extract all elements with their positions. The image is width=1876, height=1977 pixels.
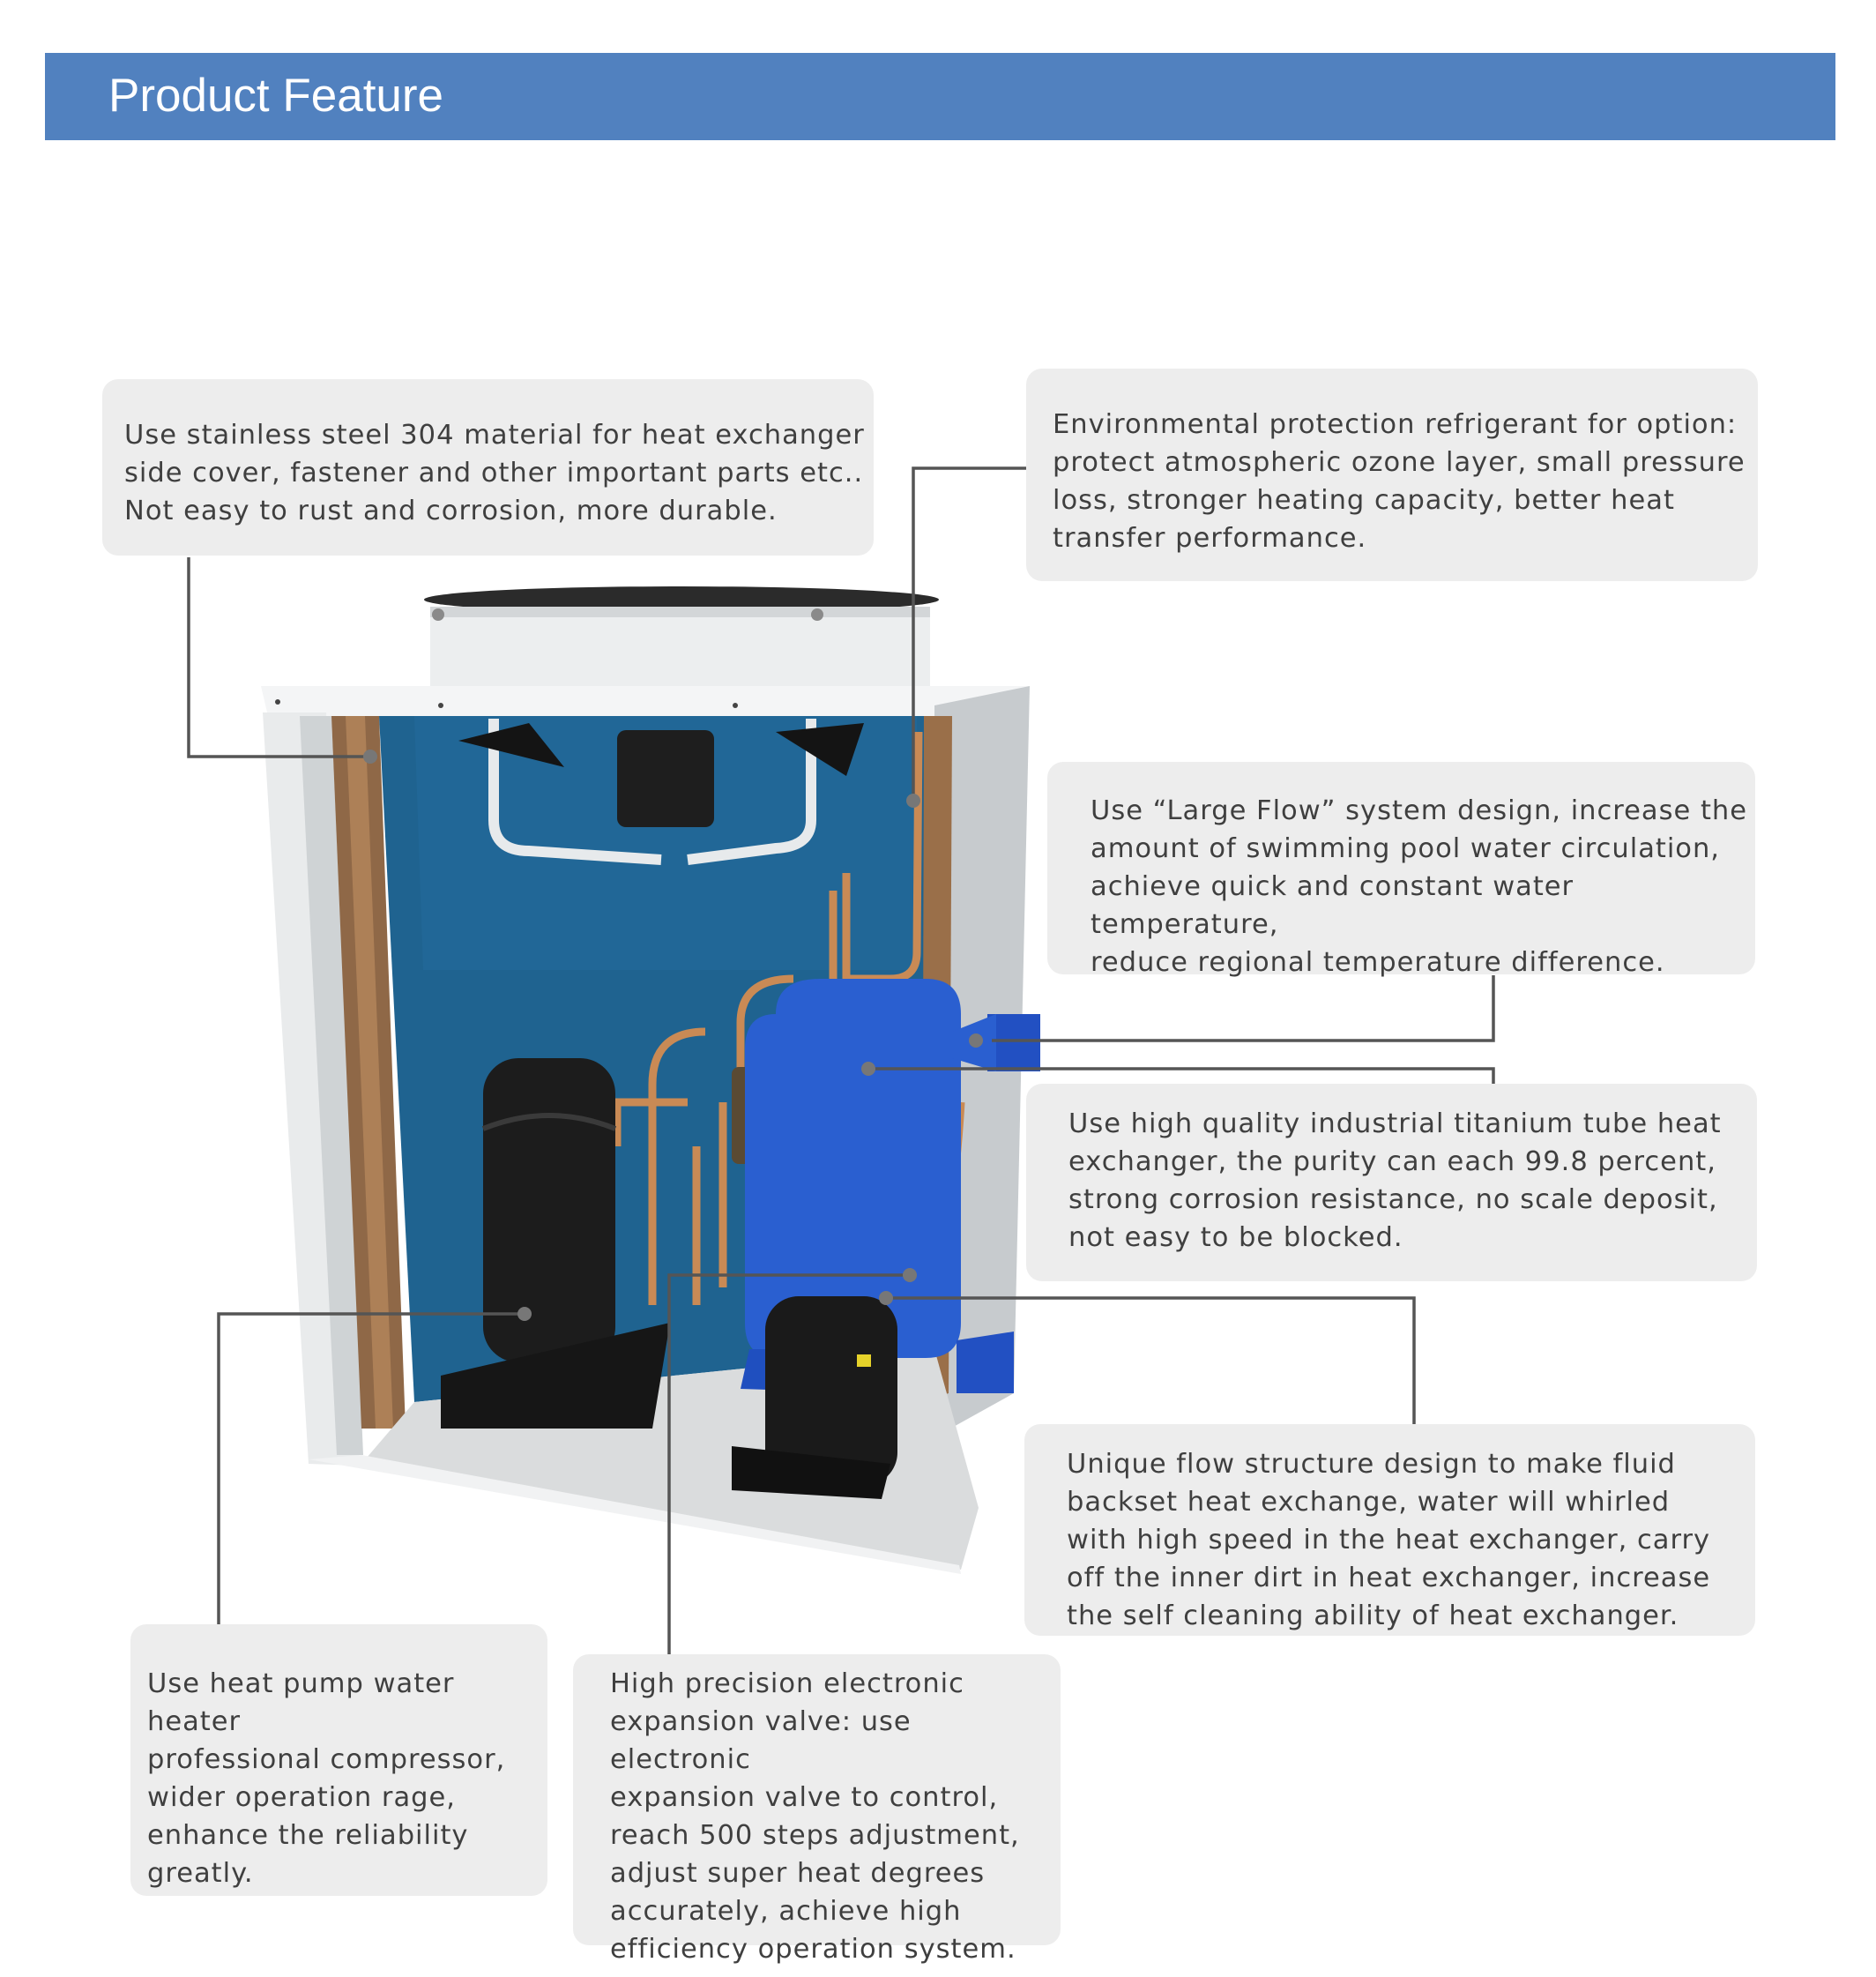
callout-titanium — [1026, 1084, 1757, 1281]
callout-large-flow — [1047, 762, 1755, 978]
leader-dot — [906, 794, 920, 808]
leader-dot — [861, 1062, 875, 1076]
leader-dot — [517, 1307, 532, 1321]
callout-text: Unique flow structure design to make fluid backset heat exchange, water will whirled with high speed in the heat exchanger, carry off the inner dirt in heat exchanger, increase the self cleaning ability of heat exchanger. — [1067, 1449, 1711, 1631]
leader-line-stainless — [189, 557, 370, 757]
leader-line-compressor — [219, 1314, 525, 1624]
leader-line-flow-structure — [886, 1298, 1414, 1424]
callout-text: Environmental protection refrigerant for option: protect atmospheric ozone layer, small pressure loss, stronger heating capacity, better heat transfer performance. — [1053, 409, 1746, 554]
callout-text: Use “Large Flow” system design, increase the amount of swimming pool water circulation, achieve quick and constant water temperature, reduce regional temperature difference. — [1091, 795, 1747, 978]
callout-text: Use heat pump water heater professional compressor, wider operation rage, enhance the reliability greatly. — [147, 1668, 506, 1889]
callout-flow-structure — [1024, 1424, 1755, 1636]
callout-compressor — [130, 1624, 547, 1896]
leader-line-refrigerant — [913, 468, 1026, 801]
leader-dot — [969, 1033, 983, 1048]
leader-line-titanium — [868, 1069, 1493, 1084]
leader-line-large-flow — [992, 975, 1493, 1041]
callout-refrigerant — [1026, 369, 1758, 581]
leader-line-expansion-valve — [669, 1275, 910, 1654]
callout-text: High precision electronic expansion valve: use electronic expansion valve to control, reach 500 steps adjustment, adjust super heat degrees accurately, achieve high efficiency operation system. — [610, 1668, 1020, 1965]
callout-text: Use high quality industrial titanium tube heat exchanger, the purity can each 99.8 percent, strong corrosion resistance, no scale deposit, not easy to be blocked. — [1068, 1108, 1722, 1253]
callout-expansion-valve — [573, 1654, 1061, 1965]
page-title: Product Feature — [108, 70, 444, 122]
leader-dot — [363, 750, 377, 764]
leader-dot — [903, 1268, 917, 1282]
callout-stainless-steel — [102, 379, 874, 556]
callout-text: Use stainless steel 304 material for heat exchanger side cover, fastener and other important parts etc.. Not easy to rust and corrosion, more durable. — [124, 420, 865, 526]
leader-dot — [879, 1291, 893, 1305]
